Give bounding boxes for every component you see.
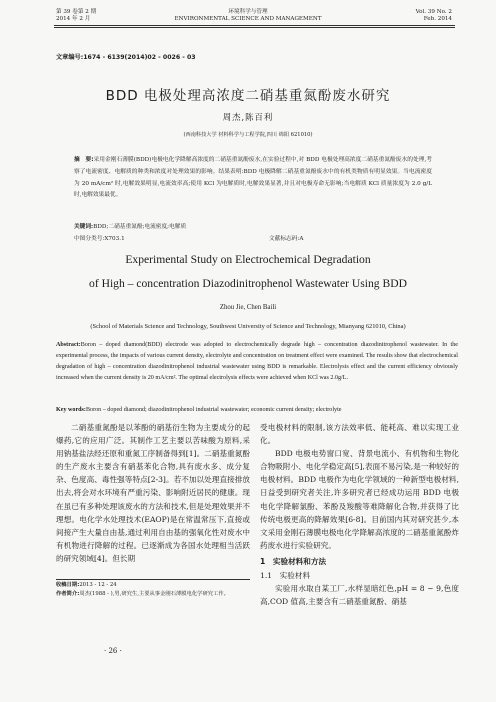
document-code: 文献标志码:A: [269, 236, 304, 242]
title-cn: BDD 电极处理高浓度二硝基重氮酚废水研究: [105, 88, 391, 104]
received-value: 2013 - 12 - 24: [79, 582, 117, 588]
materials-paragraph: 实验用水取自某工厂,水样显暗红色,pH = 8 ~ 9,色度高,COD 值高,主要含有二硝基重氮酚、硝基: [260, 584, 459, 607]
author-bio-text: 周杰(1988 - ),男,研究生,主要从事金刚石薄膜电化学研究工作。: [79, 590, 229, 597]
bdd-paragraph: BDD 电极电势窗口宽、背景电流小、有机物和生物化合物吸附小、电化学稳定高[5],表面不易污染,是一种较好的电极材料。BDD 电极作为电化学领域的一种新型电极材料,日益受到研究者关注,许多研究者已经成功运用 BDD 电极电化学降解氯酚、苯酚及羧酸等难降解化合物,并获得了比传统电极更高的降解效果[6-8]。目前国内其对研究甚少,本文采用金刚石薄膜电极电化学降解高浓度的二硝基重氮酚炸药废水进行实验研究。: [260, 449, 459, 550]
classification-number: 中图分类号:X703.1: [74, 236, 125, 242]
header-rule-bottom: [54, 27, 455, 28]
abstract-label-en: Abstract:: [56, 342, 81, 348]
header-rule-top: [54, 25, 455, 26]
abstract-text-en: Boron – doped diamond(BDD) electrode was adopted to electrochemically degrade high – concentration diazodinitrophenol wastewater. In the experimental process, the impacts of various current density, electrolyte and concentration on treatment effect were examined. The results show that electrochemical degradation of high – concentration diazodinitrophenol industrial wastewater using BDD is remarkable. Electrolysis effect and the current efficiency obviously increased when the current density is 20 mA/cm². The optimal electrolysis effects were achieved when KCl was 2.0g/L.: [56, 342, 458, 381]
abstract-text-cn: 采用金刚石薄膜(BDD)电极电化学降解高浓度的二硝基重氮酚废水,在实验过程中,对 BDD 电极处理高浓度二硝基重氮酚废水的处理,考察了电流密度、电解质的种类和浓度对处理效果的影响。结果表明:BDD 电极降解二硝基重氮酚废水中的有机类物质有明显效果。当电流密度为 20 mA/cm² 时,电解效果明显,电流效率高;使用 KCl 为电解质时,电解效果显著,并且对电极寿命无影响;当电解质 KCl 质量浓度为 2.0 g/L 时,电解效果最优。: [74, 157, 432, 199]
journal-volume-en: [416, 9, 452, 23]
received-label: 收稿日期:: [56, 582, 80, 588]
keywords-en: [56, 407, 458, 413]
author-bio: [56, 590, 250, 599]
section-heading: 1 实验材料和方法: [260, 556, 327, 566]
article-number: 文章编号:1674 - 6139(2014)02 - 0026 - 03: [56, 54, 196, 61]
issue-date: 2014 年 2 月: [56, 16, 91, 22]
keywords-label-en: Key words:: [56, 407, 86, 413]
title-en-line2: of High – concentration Diazodinitrophenol Wastewater Using BDD: [89, 277, 407, 290]
affiliation-cn: (西南科技大学 材料科学与工程学院,四川 绵阳 621010): [183, 132, 313, 138]
received-date: [56, 581, 250, 590]
authors-en: Zhou Jie, Chen Baili: [219, 304, 277, 311]
author-bio-label: 作者简介:: [56, 590, 80, 597]
volume-en: Vol. 39 No. 2: [415, 9, 452, 15]
affiliation-en: (School of Materials Science and Technology, Southwest University of Science and Technology, Mianyang 621010, China): [90, 323, 406, 330]
abstract-label-cn: 摘 要:: [74, 157, 94, 163]
footnote: [56, 581, 250, 599]
intro-paragraph-cont: 受电极材料的限制,该方法效率低、能耗高、难以实现工业化。: [260, 423, 459, 446]
journal-name-en: ENVIRONMENTAL SCIENCE AND MANAGEMENT: [174, 16, 322, 22]
abstract-cn: [74, 155, 432, 202]
keywords-label-cn: 关键词:: [74, 224, 94, 230]
title-en-line1: Experimental Study on Electrochemical Degradation: [125, 253, 371, 266]
keywords-text-cn: BDD;二硝基重氮酚;电流密度;电解质: [93, 224, 187, 230]
footnote-rule: [56, 579, 250, 580]
authors-cn: 周杰,陈百利: [222, 112, 274, 122]
date-en: Feb. 2014: [423, 16, 452, 22]
volume-issue: 第 39 卷第 2 期: [56, 9, 97, 15]
subsection-heading: 1.1 实验材料: [260, 571, 311, 581]
body-right-column: [260, 421, 459, 608]
keywords-text-en: Boron – doped diamond; diazodinitrophenol industrial wastewater; economic current density; electrolyte: [85, 407, 342, 413]
journal-name-cn: 环境科学与管理: [228, 9, 268, 15]
body-left-column: [56, 421, 250, 565]
abstract-en: [56, 340, 458, 384]
intro-paragraph: 二硝基重氮酚是以苯酚的硝基衍生物为主要成分的起爆药,它的应用广泛。其制作工艺主要以苦味酸为原料,采用钠基盐法经还原和重氮工序制备得到[1]。二硝基重氮酚的生产废水主要含有硝基苯化合物,具有废水多、成分复杂、色度高、毒性强等特点[2-3]。若不加以处理直接排放出去,将会对水环境有严重污染、影响附近居民的健康。现在虽已有多种处理该废水的方法和技术,但是处理效果并不理想。电化学水处理技术(EAOP)是在常温常压下,直接或间接产生大量自由基,通过利用自由基的强氧化性对废水中有机物进行降解的过程。已逐渐成为各国水处理相当活跃的研究领域[4]。但长期: [56, 423, 250, 563]
page-number: · 26 ·: [104, 647, 122, 655]
keywords-cn: [74, 221, 186, 230]
